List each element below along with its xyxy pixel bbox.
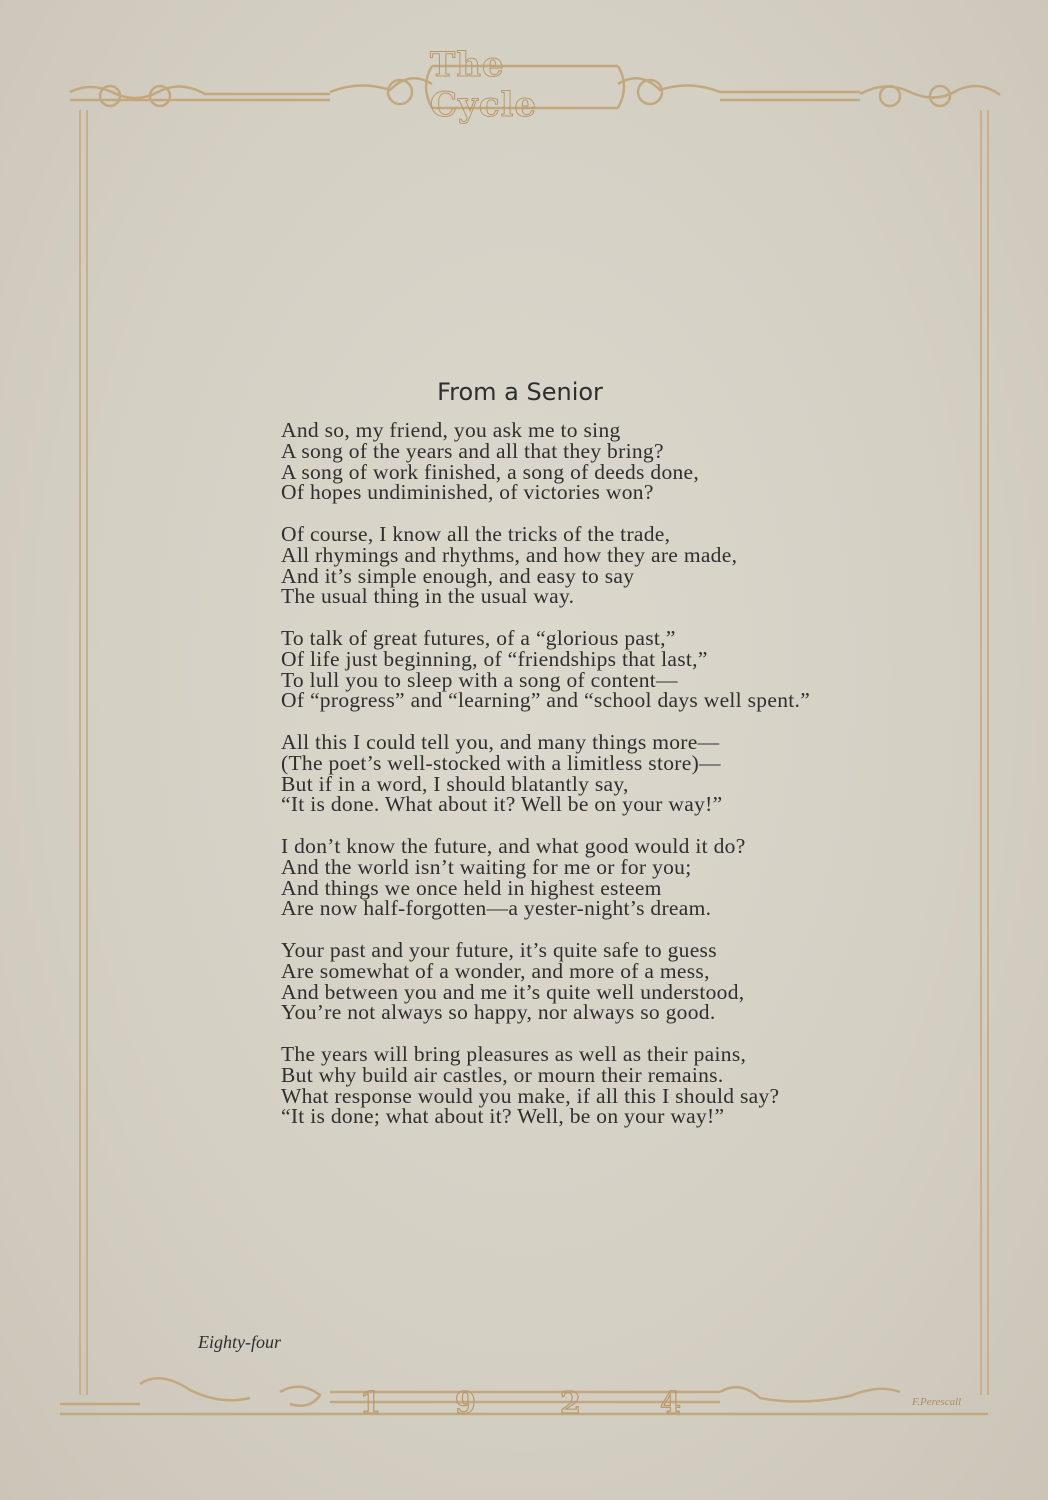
poem-line: To lull you to sleep with a song of content— bbox=[281, 667, 678, 692]
poem-line: What response would you make, if all this I should say? bbox=[281, 1083, 780, 1108]
poem-line: And between you and me it’s quite well understood, bbox=[281, 979, 745, 1004]
poem-line: The usual thing in the usual way. bbox=[281, 584, 575, 609]
year-digit-1: 1 bbox=[360, 1386, 381, 1421]
poem-line: And so, my friend, you ask me to sing bbox=[281, 418, 621, 442]
poem-line: The years will bring pleasures as well as their pains, bbox=[281, 1041, 747, 1066]
poem-line: But if in a word, I should blatantly say, bbox=[281, 771, 629, 796]
poem-line: Of life just beginning, of “friendships that last,” bbox=[281, 646, 708, 671]
poem-line: You’re not always so happy, nor always so good. bbox=[281, 1000, 716, 1025]
poem-line: All rhymings and rhythms, and how they are made, bbox=[281, 542, 738, 567]
poem-line: All this I could tell you, and many things more— bbox=[281, 729, 720, 754]
year-digit-3: 2 bbox=[560, 1386, 581, 1421]
poem-line: Of course, I know all the tricks of the trade, bbox=[281, 521, 671, 546]
poem-line: Your past and your future, it’s quite safe to guess bbox=[281, 937, 717, 962]
year-digit-4: 4 bbox=[660, 1386, 681, 1421]
artist-signature: F.Perescall bbox=[912, 1396, 962, 1408]
stanza bbox=[281, 937, 921, 1025]
poem-line: “It is done. What about it? Well be on your way!” bbox=[281, 792, 723, 817]
poem-line: “It is done; what about it? Well, be on your way!” bbox=[281, 1104, 725, 1129]
stanza bbox=[281, 420, 921, 503]
page-number: Eighty-four bbox=[198, 1332, 281, 1352]
poem-line: And things we once held in highest esteem bbox=[281, 875, 662, 900]
poem-line: Are somewhat of a wonder, and more of a mess, bbox=[281, 958, 710, 983]
stanza bbox=[281, 729, 921, 817]
poem-line: Of “progress” and “learning” and “school days well spent.” bbox=[281, 688, 811, 713]
poem-line: And the world isn’t waiting for me or for you; bbox=[281, 854, 692, 879]
poem-line: But why build air castles, or mourn their remains. bbox=[281, 1062, 724, 1087]
poem-line: To talk of great futures, of a “glorious past,” bbox=[281, 625, 676, 650]
stanza bbox=[281, 521, 921, 609]
year-digit-2: 9 bbox=[455, 1386, 476, 1421]
stanza bbox=[281, 625, 921, 713]
stanza bbox=[281, 1041, 921, 1129]
poem-title: From a Senior bbox=[437, 378, 603, 406]
poem-line: A song of work finished, a song of deeds done, bbox=[281, 459, 700, 484]
masthead bbox=[430, 45, 620, 125]
poem-line: A song of the years and all that they bring? bbox=[281, 438, 664, 463]
masthead-title: The Cycle bbox=[430, 45, 538, 125]
poem-line: Of hopes undiminished, of victories won? bbox=[281, 480, 654, 505]
poem-line: (The poet’s well-stocked with a limitless store)— bbox=[281, 750, 721, 775]
poem-line: I don’t know the future, and what good would it do? bbox=[281, 833, 746, 858]
stanza bbox=[281, 833, 921, 921]
poem-line: And it’s simple enough, and easy to say bbox=[281, 563, 635, 588]
poem-body bbox=[281, 420, 921, 1148]
poem-line: Are now half-forgotten—a yester-night’s dream. bbox=[281, 896, 712, 921]
